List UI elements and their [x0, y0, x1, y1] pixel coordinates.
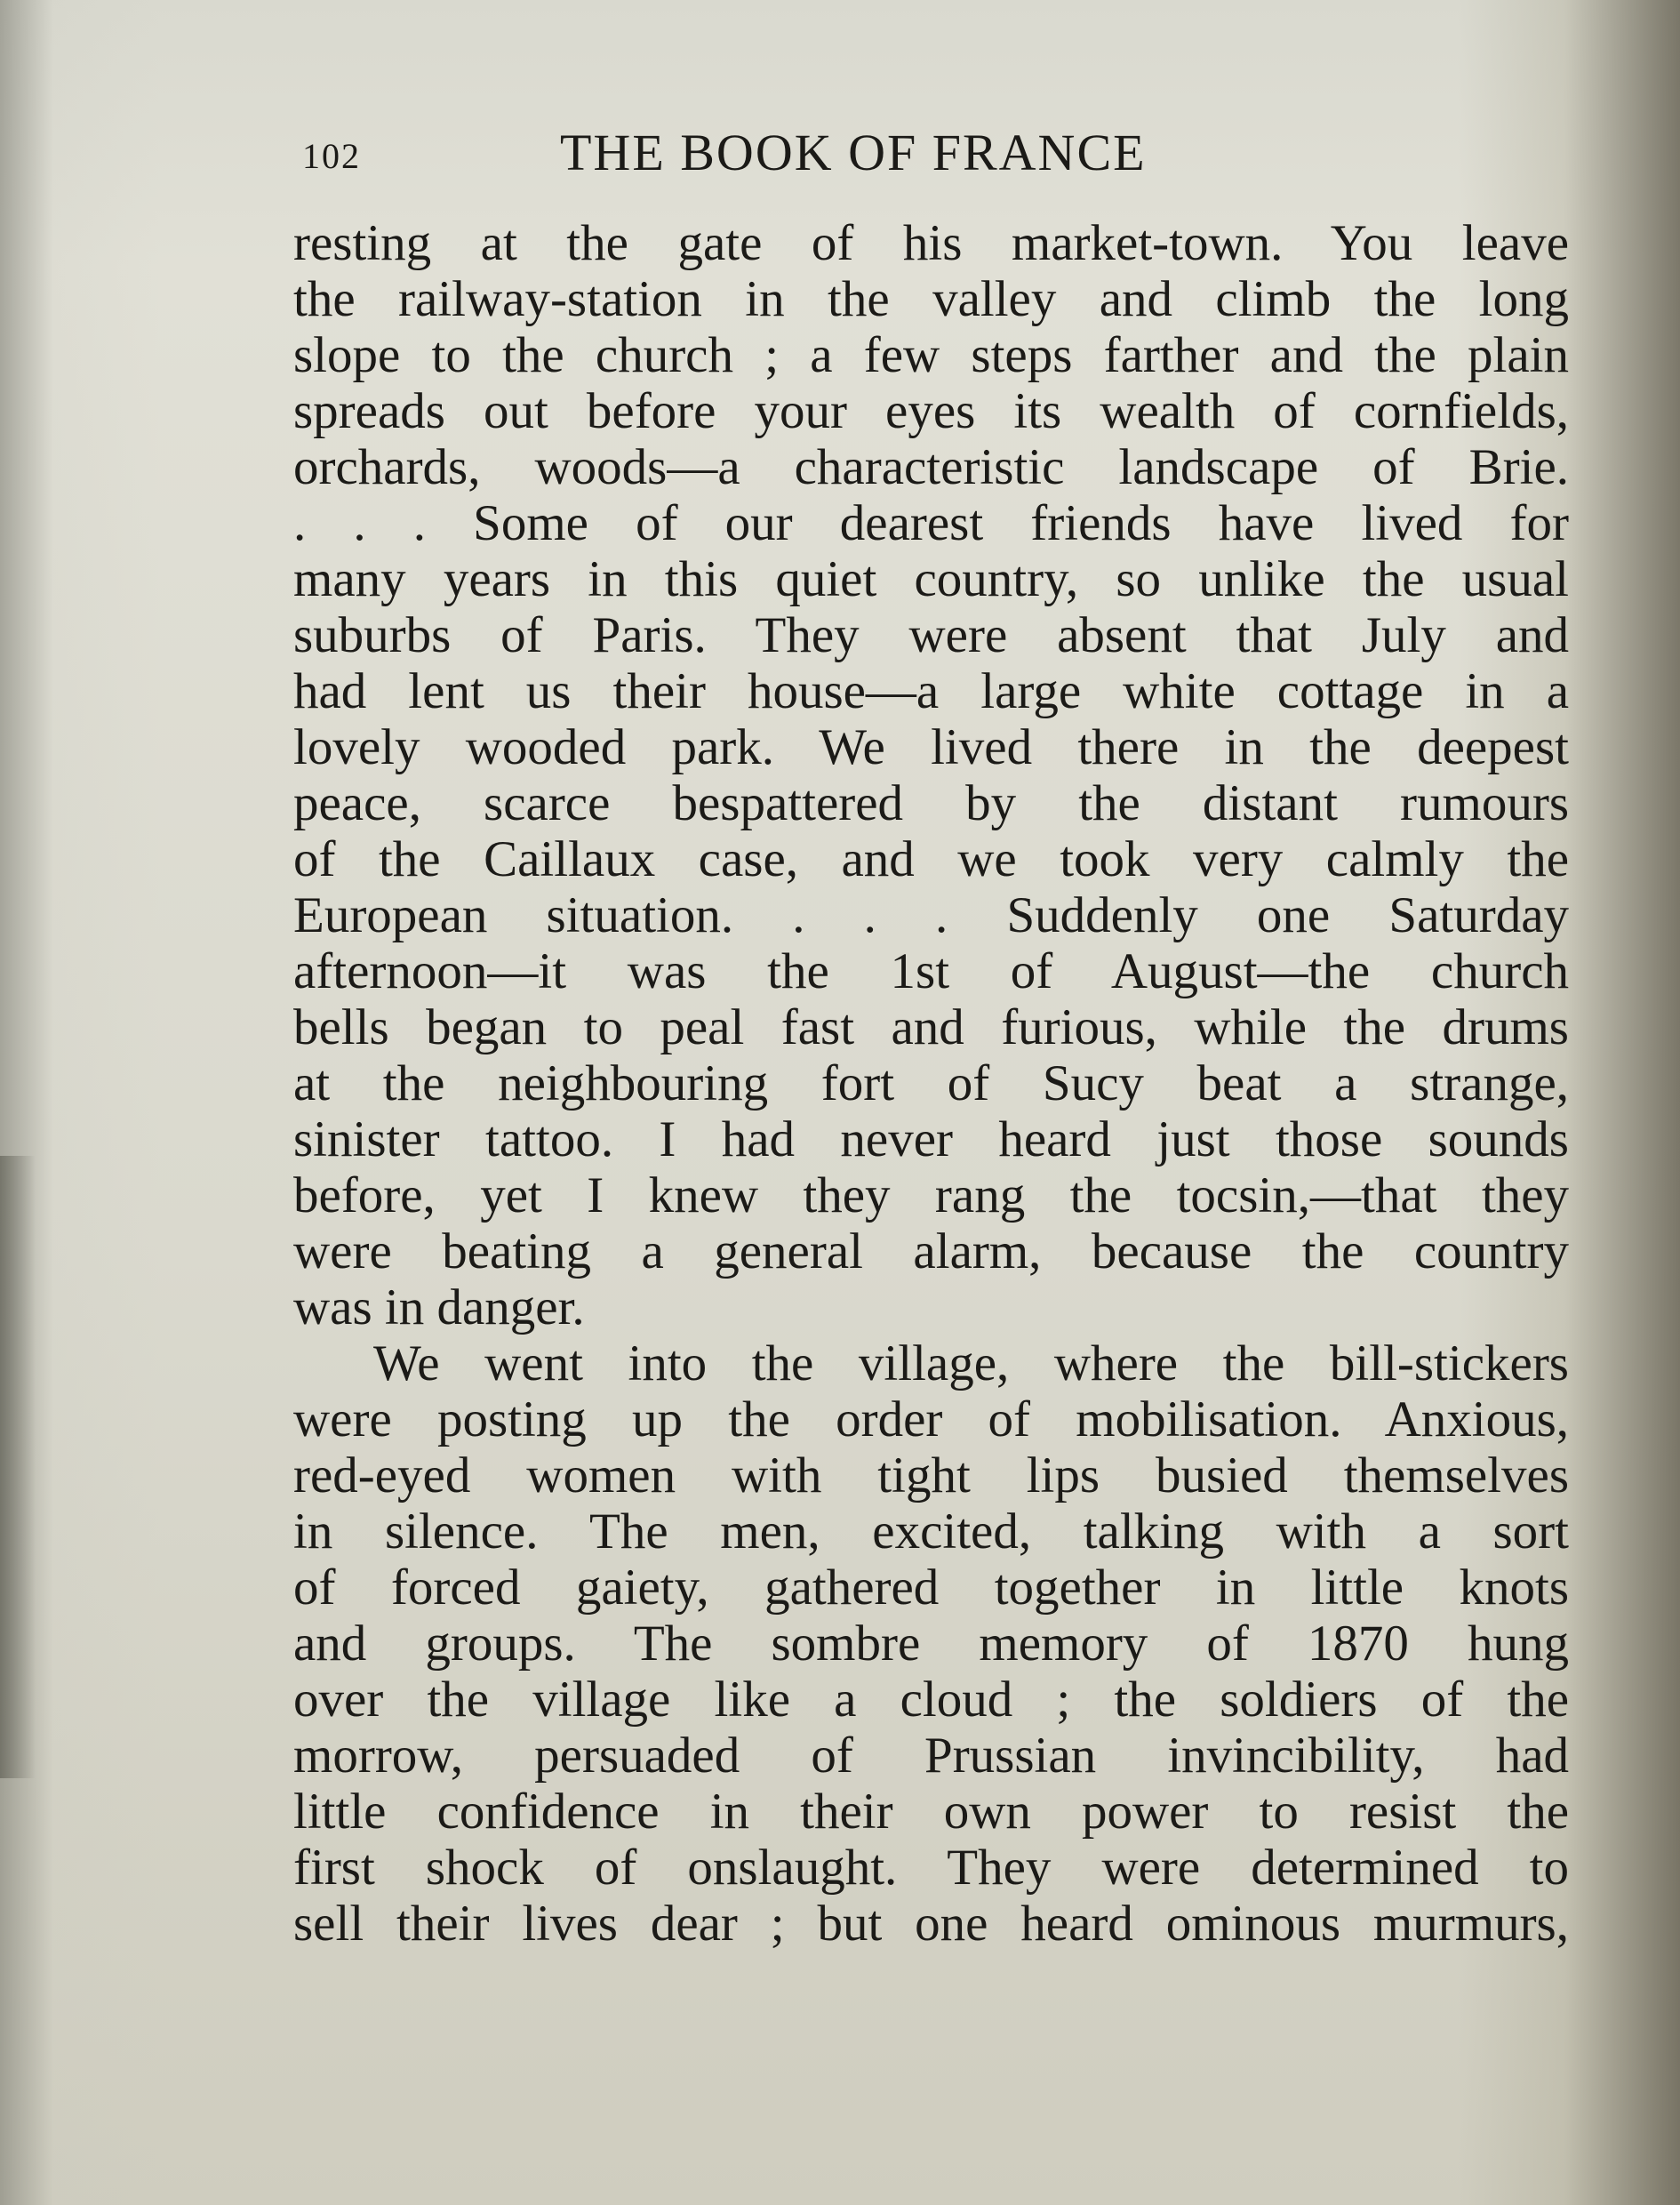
text-line: were beating a general alarm, because the country — [293, 1223, 1569, 1279]
text-line: lovely wooded park. We lived there in the deepest — [293, 719, 1569, 775]
text-line: of the Caillaux case, and we took very calmly the — [293, 831, 1569, 887]
text-line: of forced gaiety, gathered together in little knots — [293, 1560, 1569, 1616]
page-edge-shadow — [0, 1156, 36, 1778]
text-line: morrow, persuaded of Prussian invincibility, had — [293, 1728, 1569, 1784]
book-title-header: THE BOOK OF FRANCE — [560, 124, 1147, 181]
text-line: in silence. The men, excited, talking with a sort — [293, 1503, 1569, 1560]
text-line: orchards, woods—a characteristic landscape of Brie. — [293, 439, 1569, 495]
text-line: many years in this quiet country, so unlike the usual — [293, 551, 1569, 607]
text-line: afternoon—it was the 1st of August—the church — [293, 943, 1569, 999]
text-line: peace, scarce bespattered by the distant rumours — [293, 775, 1569, 831]
text-line: before, yet I knew they rang the tocsin,—that they — [293, 1167, 1569, 1223]
page-number: 102 — [302, 136, 361, 176]
text-line: spreads out before your eyes its wealth of cornfields, — [293, 383, 1569, 439]
text-line: European situation. . . . Suddenly one Saturday — [293, 887, 1569, 943]
text-line: the railway-station in the valley and climb the long — [293, 271, 1569, 327]
text-line: . . . Some of our dearest friends have lived for — [293, 495, 1569, 551]
body-text — [293, 215, 1569, 1952]
paragraph-1 — [293, 215, 1569, 1335]
text-line: was in danger. — [293, 1279, 585, 1335]
text-line: first shock of onslaught. They were determined to — [293, 1840, 1569, 1896]
text-line: were posting up the order of mobilisation. Anxious, — [293, 1391, 1569, 1447]
text-line: bells began to peal fast and furious, while the drums — [293, 999, 1569, 1055]
text-line: sell their lives dear ; but one heard ominous murmurs, — [293, 1896, 1569, 1952]
text-line: at the neighbouring fort of Sucy beat a strange, — [293, 1055, 1569, 1111]
text-line: over the village like a cloud ; the soldiers of the — [293, 1672, 1569, 1728]
text-line: sinister tattoo. I had never heard just those sounds — [293, 1111, 1569, 1167]
text-line: suburbs of Paris. They were absent that July and — [293, 607, 1569, 663]
text-line: slope to the church ; a few steps farther and the plain — [293, 327, 1569, 383]
text-line: little confidence in their own power to resist the — [293, 1784, 1569, 1840]
text-line: had lent us their house—a large white cottage in a — [293, 663, 1569, 719]
paragraph-2 — [293, 1335, 1569, 1952]
text-line: resting at the gate of his market-town. You leave — [293, 215, 1569, 271]
text-line: and groups. The sombre memory of 1870 hung — [293, 1616, 1569, 1672]
text-line: red-eyed women with tight lips busied themselves — [293, 1447, 1569, 1503]
text-line: We went into the village, where the bill-stickers — [373, 1335, 1569, 1391]
running-head — [302, 123, 1591, 194]
